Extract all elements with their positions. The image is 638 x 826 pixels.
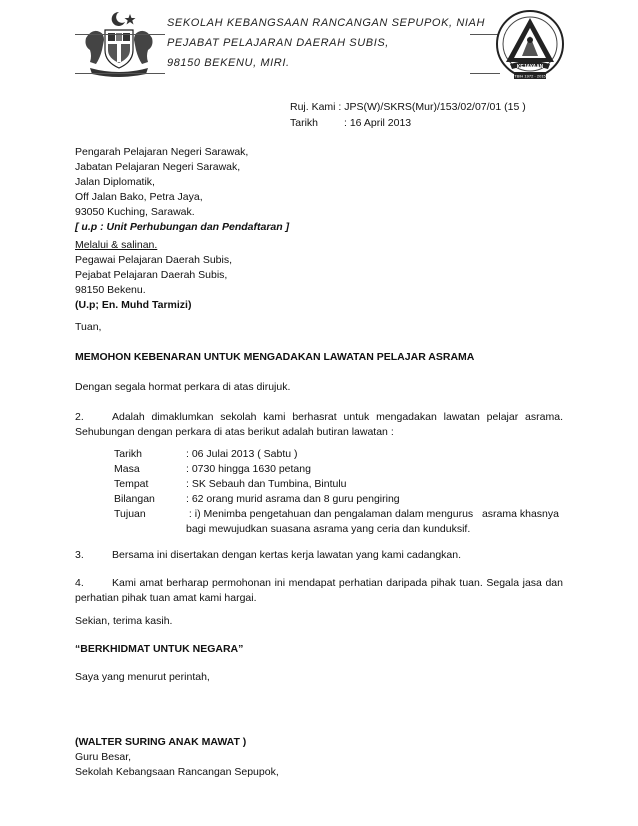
paragraph-4-line-1: Kami amat berharap permohonan ini mendapat perhatian daripada pihak tuan. Segala jasa dan	[112, 577, 563, 589]
reference-number: Ruj. Kami : JPS(W)/SKRS(Mur)/153/02/07/01 (15 )	[290, 101, 526, 113]
signatory-name: (WALTER SURING ANAK MAWAT )	[75, 736, 247, 748]
motto: “BERKHIDMAT UNTUK NEGARA”	[75, 643, 244, 655]
school-name: SEKOLAH KEBANGSAAN RANCANGAN SEPUPOK, NIAH	[167, 17, 485, 29]
letter-subject: MEMOHON KEBENARAN UNTUK MENGADAKAN LAWATAN PELAJAR ASRAMA	[75, 351, 475, 363]
school-badge-logo	[494, 8, 566, 84]
header-rule-left	[75, 34, 165, 35]
obedient-text: Saya yang menurut perintah,	[75, 671, 210, 683]
detail-value-tujuan: : i) Menimba pengetahuan dan pengalaman dalam mengurus asrama khasnya	[186, 508, 559, 520]
badge-year-text: TBIH 1972 · 2015	[514, 73, 546, 79]
signature-block	[75, 735, 279, 780]
detail-label-bilangan: Bilangan	[114, 493, 155, 505]
badge-ribbon-text: KEJAYAAN	[516, 64, 544, 70]
detail-value-masa: : 0730 hingga 1630 petang	[186, 463, 311, 475]
recipient-block	[75, 145, 289, 235]
header-rule-bottom-left	[75, 73, 165, 74]
date-label: Tarikh	[290, 117, 319, 129]
district-office: PEJABAT PELAJARAN DAERAH SUBIS,	[167, 37, 389, 49]
signatory-school: Sekolah Kebangsaan Rancangan Sepupok,	[75, 766, 279, 778]
via-attention: (U.p; En. Muhd Tarmizi)	[75, 299, 192, 311]
date-value: : 16 April 2013	[344, 117, 412, 129]
paragraph-2-line-2: Sehubungan dengan perkara di atas berikut adalah butiran lawatan :	[75, 426, 394, 438]
malaysia-crest-logo	[78, 8, 160, 78]
paragraph-number: 2.	[75, 411, 84, 423]
recipient-attention: [ u.p : Unit Perhubungan dan Pendaftaran ]	[75, 221, 290, 233]
paragraph-3	[75, 548, 461, 563]
via-block	[75, 238, 232, 313]
recipient-line: Jabatan Pelajaran Negeri Sarawak,	[75, 161, 241, 173]
recipient-line: 93050 Kuching, Sarawak.	[75, 206, 195, 218]
detail-value-tujuan-continued: bagi mewujudkan suasana asrama yang ceria dan kunduksif.	[186, 523, 471, 535]
detail-label-tarikh: Tarikh	[114, 448, 143, 460]
paragraph-number: 3.	[75, 549, 84, 561]
paragraph-4-line-2: perhatian pihak tuan amat kami hargai.	[75, 592, 257, 604]
detail-label-masa: Masa	[114, 463, 140, 475]
detail-label-tujuan: Tujuan	[114, 508, 146, 520]
detail-value-tarikh: : 06 Julai 2013 ( Sabtu )	[186, 448, 298, 460]
closing-text: Sekian, terima kasih.	[75, 615, 173, 627]
via-line: Pegawai Pelajaran Daerah Subis,	[75, 254, 233, 266]
via-line: Pejabat Pelajaran Daerah Subis,	[75, 269, 228, 281]
paragraph-3-text: Bersama ini disertakan dengan kertas kerja lawatan yang kami cadangkan.	[112, 549, 462, 561]
salutation: Tuan,	[75, 321, 102, 333]
recipient-line: Jalan Diplomatik,	[75, 176, 155, 188]
paragraph-number: 4.	[75, 577, 84, 589]
detail-label-tempat: Tempat	[114, 478, 149, 490]
via-line: 98150 Bekenu.	[75, 284, 146, 296]
recipient-line: Off Jalan Bako, Petra Jaya,	[75, 191, 203, 203]
via-heading: Melalui & salinan.	[75, 239, 158, 251]
recipient-line: Pengarah Pelajaran Negeri Sarawak,	[75, 146, 249, 158]
opening-paragraph: Dengan segala hormat perkara di atas dirujuk.	[75, 381, 291, 393]
paragraph-2	[75, 410, 563, 440]
signatory-title: Guru Besar,	[75, 751, 132, 763]
school-address: 98150 BEKENU, MIRI.	[167, 57, 290, 69]
paragraph-4	[75, 576, 563, 606]
detail-value-tempat: : SK Sebauh dan Tumbina, Bintulu	[186, 478, 347, 490]
detail-value-bilangan: : 62 orang murid asrama dan 8 guru pengiring	[186, 493, 400, 505]
paragraph-2-line-1: Adalah dimaklumkan sekolah kami berhasrat untuk mengadakan lawatan pelajar asrama.	[112, 411, 563, 423]
